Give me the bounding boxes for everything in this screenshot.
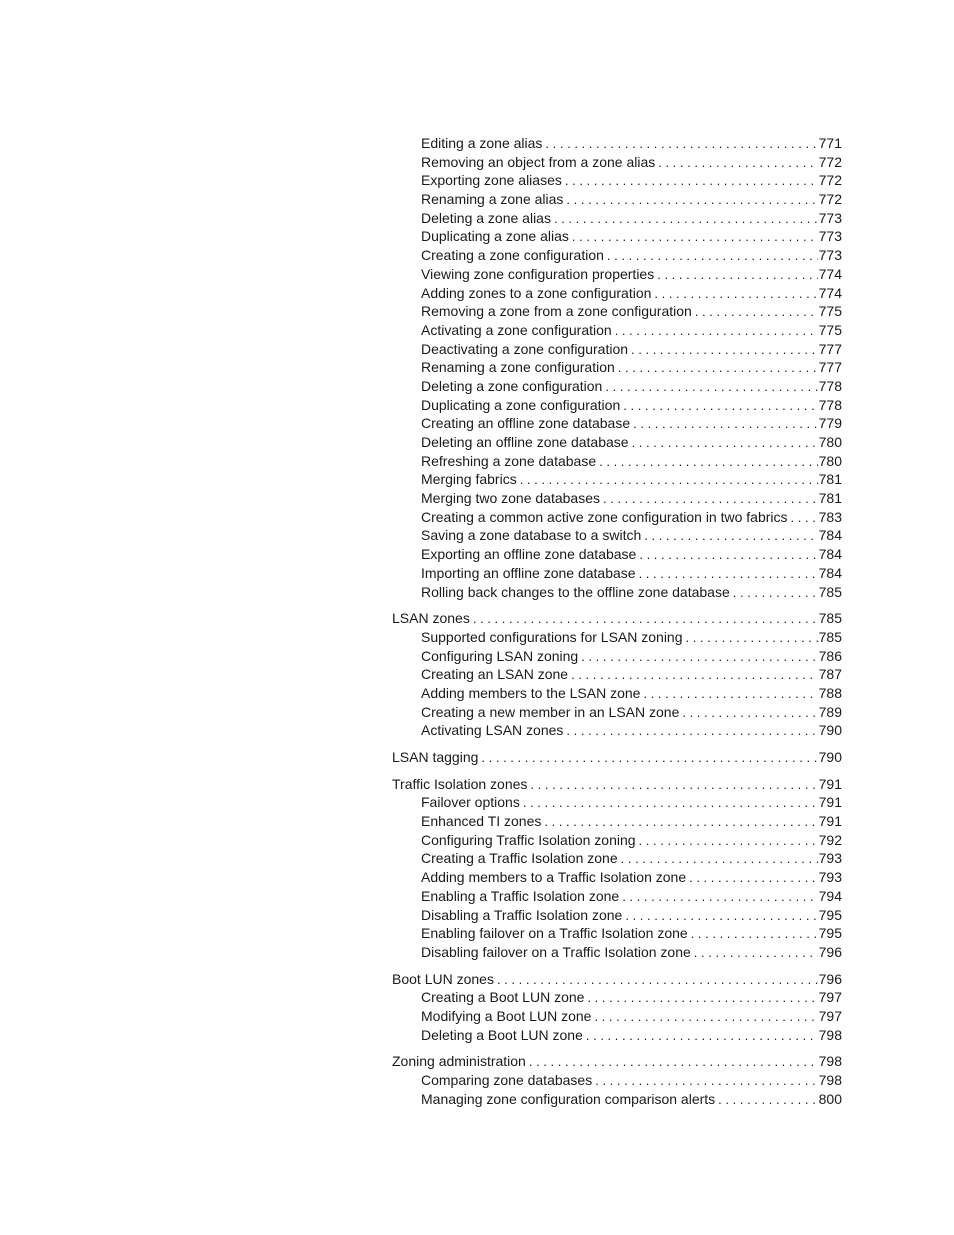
dot-leader	[686, 629, 818, 648]
toc-entry-title: Comparing zone databases	[421, 1072, 593, 1088]
dot-leader	[622, 888, 817, 907]
toc-entry-title: Refreshing a zone database	[421, 452, 597, 469]
toc-entry-page-number: 773	[818, 228, 842, 245]
toc-entry-title: Duplicating a zone configuration	[421, 396, 621, 413]
toc-entry-title: Creating a new member in an LSAN zone	[421, 703, 680, 720]
toc-entry-page-number: 779	[818, 415, 842, 432]
toc-entry-title: Traffic Isolation zones	[392, 775, 528, 792]
toc-entry-title: Creating a common active zone configuration in two fabrics	[421, 508, 788, 525]
toc-subentry[interactable]	[392, 452, 842, 471]
toc-entry-page-number: 781	[818, 471, 842, 488]
toc-entry-page-number: 791	[818, 775, 842, 792]
toc-entry-page-number: 798	[818, 1072, 842, 1088]
toc-entry-page-number: 780	[818, 434, 842, 450]
toc-subentry[interactable]	[392, 358, 842, 377]
toc-entry-page-number: 787	[818, 666, 842, 683]
toc-entry-page-number: 797	[818, 989, 842, 1006]
dot-leader	[529, 1053, 818, 1072]
toc-subentry[interactable]	[392, 433, 842, 452]
toc-entry-page-number: 795	[818, 906, 842, 923]
toc-entry-title: Viewing zone configuration properties	[421, 265, 655, 282]
toc-subentry[interactable]	[392, 721, 842, 740]
toc-subentry[interactable]	[392, 545, 842, 564]
dot-leader	[554, 210, 818, 229]
dot-leader	[481, 749, 817, 768]
dot-leader	[621, 850, 818, 869]
dot-leader	[615, 322, 818, 341]
dot-leader	[694, 944, 818, 963]
dot-leader	[599, 453, 818, 472]
dot-leader	[571, 666, 818, 685]
toc-entry-page-number: 792	[818, 831, 842, 848]
toc-subentry[interactable]	[392, 526, 842, 545]
toc-subentry[interactable]	[392, 246, 842, 265]
toc-entry-title: Removing a zone from a zone configuration	[421, 303, 692, 320]
toc-subentry[interactable]	[392, 831, 842, 850]
toc-entry-title: Creating a Traffic Isolation zone	[421, 850, 618, 867]
toc-entry-title: Exporting an offline zone database	[421, 546, 637, 563]
dot-leader	[689, 869, 818, 888]
toc-entry-title: Rolling back changes to the offline zone database	[421, 583, 730, 600]
dot-leader	[639, 546, 817, 565]
toc-subentry[interactable]	[392, 340, 842, 359]
toc-entry-page-number: 785	[818, 583, 842, 600]
dot-leader	[632, 434, 818, 453]
toc-entry-title: Importing an offline zone database	[421, 564, 636, 581]
toc-subentry[interactable]	[392, 887, 842, 906]
toc-entry-title: LSAN tagging	[392, 749, 479, 765]
table-of-contents	[392, 134, 842, 1108]
dot-leader	[639, 832, 818, 851]
toc-entry-page-number: 778	[818, 377, 842, 394]
toc-entry-title: Configuring LSAN zoning	[421, 647, 579, 664]
toc-entry-page-number: 797	[818, 1007, 842, 1024]
toc-subentry[interactable]	[392, 302, 842, 321]
toc-entry-page-number: 793	[818, 869, 842, 886]
toc-subentry[interactable]	[392, 988, 842, 1007]
dot-leader	[523, 794, 818, 813]
toc-subentry[interactable]	[392, 265, 842, 284]
toc-subentry[interactable]	[392, 943, 842, 962]
toc-entry-title: Duplicating a zone alias	[421, 228, 569, 245]
dot-leader	[625, 907, 817, 926]
toc-subentry[interactable]	[392, 1090, 842, 1109]
toc-subentry[interactable]	[392, 906, 842, 925]
toc-entry-title: Enabling a Traffic Isolation zone	[421, 887, 620, 904]
toc-entry-title: Configuring Traffic Isolation zoning	[421, 831, 636, 848]
toc-entry-title: Creating an offline zone database	[421, 415, 631, 432]
toc-section-entry[interactable]	[392, 970, 842, 989]
toc-subentry[interactable]	[392, 134, 842, 153]
dot-leader	[594, 1008, 817, 1027]
dot-leader	[605, 378, 817, 397]
toc-subentry[interactable]	[392, 508, 842, 527]
toc-entry-page-number: 777	[818, 359, 842, 376]
dot-leader	[565, 172, 818, 191]
toc-entry-page-number: 772	[818, 153, 842, 170]
toc-entry-page-number: 775	[818, 321, 842, 338]
toc-entry-title: Modifying a Boot LUN zone	[421, 1007, 592, 1024]
dot-leader	[633, 415, 818, 434]
dot-leader	[581, 648, 817, 667]
toc-subentry[interactable]	[392, 1007, 842, 1026]
toc-subentry[interactable]	[392, 665, 842, 684]
toc-subentry[interactable]	[392, 564, 842, 583]
dot-leader	[566, 191, 817, 210]
toc-subentry[interactable]	[392, 377, 842, 396]
toc-entry-page-number: 781	[818, 490, 842, 507]
toc-entry-page-number: 777	[818, 340, 842, 357]
toc-entry-page-number: 791	[818, 794, 842, 811]
toc-entry-page-number: 778	[818, 396, 842, 413]
toc-entry-title: Adding members to a Traffic Isolation zone	[421, 869, 687, 886]
toc-entry-title: Merging two zone databases	[421, 490, 600, 507]
toc-subentry[interactable]	[392, 924, 842, 943]
toc-entry-title: Zoning administration	[392, 1053, 526, 1070]
toc-subentry[interactable]	[392, 396, 842, 415]
toc-entry-title: Failover options	[421, 794, 520, 811]
toc-entry-page-number: 784	[818, 546, 842, 563]
toc-entry-title: Creating a Boot LUN zone	[421, 989, 585, 1006]
toc-entry-title: Disabling failover on a Traffic Isolation zone	[421, 943, 691, 960]
dot-leader	[658, 154, 817, 173]
toc-entry-title: Enhanced TI zones	[421, 813, 542, 830]
toc-entry-title: Deleting an offline zone database	[421, 434, 629, 450]
dot-leader	[618, 359, 818, 378]
toc-entry-page-number: 785	[818, 610, 842, 627]
toc-entry-page-number: 793	[818, 850, 842, 867]
toc-entry-page-number: 773	[818, 247, 842, 264]
toc-entry-title: Boot LUN zones	[392, 970, 494, 987]
dot-leader	[657, 266, 817, 285]
toc-subentry[interactable]	[392, 868, 842, 887]
toc-entry-page-number: 775	[818, 303, 842, 320]
dot-leader	[497, 971, 818, 990]
toc-subentry[interactable]	[392, 628, 842, 647]
toc-entry-page-number: 800	[818, 1090, 842, 1107]
toc-entry-page-number: 783	[818, 508, 842, 525]
dot-leader	[718, 1091, 817, 1110]
toc-entry-page-number: 794	[818, 887, 842, 904]
toc-entry-title: Deactivating a zone configuration	[421, 340, 629, 357]
toc-subentry[interactable]	[392, 414, 842, 433]
toc-entry-page-number: 785	[818, 628, 842, 645]
dot-leader	[733, 584, 818, 603]
toc-subentry[interactable]	[392, 793, 842, 812]
toc-subentry[interactable]	[392, 684, 842, 703]
toc-subentry[interactable]	[392, 284, 842, 303]
dot-leader	[572, 228, 818, 247]
toc-section-entry[interactable]	[392, 775, 842, 794]
dot-leader	[520, 471, 818, 490]
toc-subentry[interactable]	[392, 153, 842, 172]
toc-subentry[interactable]	[392, 1071, 842, 1090]
toc-subentry[interactable]	[392, 849, 842, 868]
dot-leader	[654, 285, 817, 304]
toc-entry-title: Supported configurations for LSAN zoning	[421, 628, 683, 645]
dot-leader	[587, 989, 817, 1008]
toc-entry-page-number: 796	[818, 970, 842, 987]
toc-entry-page-number: 780	[818, 452, 842, 469]
toc-entry-page-number: 790	[818, 749, 842, 765]
toc-subentry[interactable]	[392, 703, 842, 722]
toc-subentry[interactable]	[392, 209, 842, 228]
dot-leader	[473, 610, 818, 629]
dot-leader	[530, 776, 817, 795]
dot-leader	[791, 509, 818, 528]
dot-leader	[639, 565, 818, 584]
dot-leader	[545, 135, 817, 154]
toc-entry-title: Deleting a zone configuration	[421, 377, 603, 394]
toc-subentry[interactable]	[392, 1026, 842, 1045]
toc-entry-page-number: 791	[818, 813, 842, 830]
toc-section-entry[interactable]	[392, 748, 842, 767]
toc-entry-title: Adding members to the LSAN zone	[421, 684, 641, 701]
toc-entry-page-number: 798	[818, 1026, 842, 1043]
toc-entry-title: Activating LSAN zones	[421, 722, 564, 739]
toc-entry-page-number: 771	[818, 135, 842, 151]
toc-entry-page-number: 788	[818, 684, 842, 701]
toc-entry-title: LSAN zones	[392, 610, 470, 627]
toc-entry-title: Saving a zone database to a switch	[421, 527, 642, 544]
toc-entry-page-number: 772	[818, 191, 842, 208]
toc-subentry[interactable]	[392, 190, 842, 209]
dot-leader	[691, 925, 818, 944]
toc-subentry[interactable]	[392, 321, 842, 340]
toc-subentry[interactable]	[392, 812, 842, 831]
toc-entry-title: Exporting zone aliases	[421, 172, 562, 189]
toc-subentry[interactable]	[392, 227, 842, 246]
toc-section-entry[interactable]	[392, 609, 842, 628]
toc-entry-page-number: 789	[818, 703, 842, 720]
toc-entry-title: Activating a zone configuration	[421, 321, 612, 338]
toc-entry-title: Renaming a zone alias	[421, 191, 564, 208]
toc-entry-page-number: 773	[818, 209, 842, 226]
dot-leader	[631, 341, 818, 360]
toc-entry-page-number: 798	[818, 1053, 842, 1070]
toc-entry-page-number: 795	[818, 925, 842, 942]
toc-entry-page-number: 772	[818, 172, 842, 189]
toc-subentry[interactable]	[392, 489, 842, 508]
toc-entry-page-number: 786	[818, 647, 842, 664]
dot-leader	[544, 813, 817, 832]
toc-entry-page-number: 784	[818, 527, 842, 544]
toc-entry-title: Removing an object from a zone alias	[421, 153, 656, 170]
toc-subentry[interactable]	[392, 583, 842, 602]
toc-entry-title: Managing zone configuration comparison alerts	[421, 1090, 716, 1107]
dot-leader	[682, 704, 817, 723]
dot-leader	[603, 490, 818, 509]
toc-entry-title: Disabling a Traffic Isolation zone	[421, 906, 623, 923]
toc-section-entry[interactable]	[392, 1052, 842, 1071]
dot-leader	[595, 1072, 817, 1091]
toc-entry-page-number: 774	[818, 265, 842, 282]
toc-entry-title: Creating an LSAN zone	[421, 666, 569, 683]
dot-leader	[566, 722, 817, 741]
toc-entry-title: Merging fabrics	[421, 471, 517, 488]
toc-entry-title: Deleting a Boot LUN zone	[421, 1026, 583, 1043]
dot-leader	[607, 247, 818, 266]
toc-entry-title: Editing a zone alias	[421, 135, 543, 151]
toc-entry-page-number: 790	[818, 722, 842, 739]
toc-entry-title: Deleting a zone alias	[421, 209, 551, 226]
dot-leader	[623, 397, 817, 416]
toc-entry-title: Renaming a zone configuration	[421, 359, 615, 376]
toc-entry-title: Enabling failover on a Traffic Isolation zone	[421, 925, 688, 942]
dot-leader	[644, 527, 817, 546]
toc-entry-title: Adding zones to a zone configuration	[421, 284, 652, 301]
toc-subentry[interactable]	[392, 470, 842, 489]
toc-subentry[interactable]	[392, 647, 842, 666]
toc-entry-title: Creating a zone configuration	[421, 247, 604, 264]
toc-entry-page-number: 784	[818, 564, 842, 581]
dot-leader	[695, 303, 818, 322]
toc-subentry[interactable]	[392, 171, 842, 190]
toc-entry-page-number: 796	[818, 943, 842, 960]
dot-leader	[643, 685, 817, 704]
dot-leader	[586, 1027, 818, 1046]
toc-entry-page-number: 774	[818, 284, 842, 301]
